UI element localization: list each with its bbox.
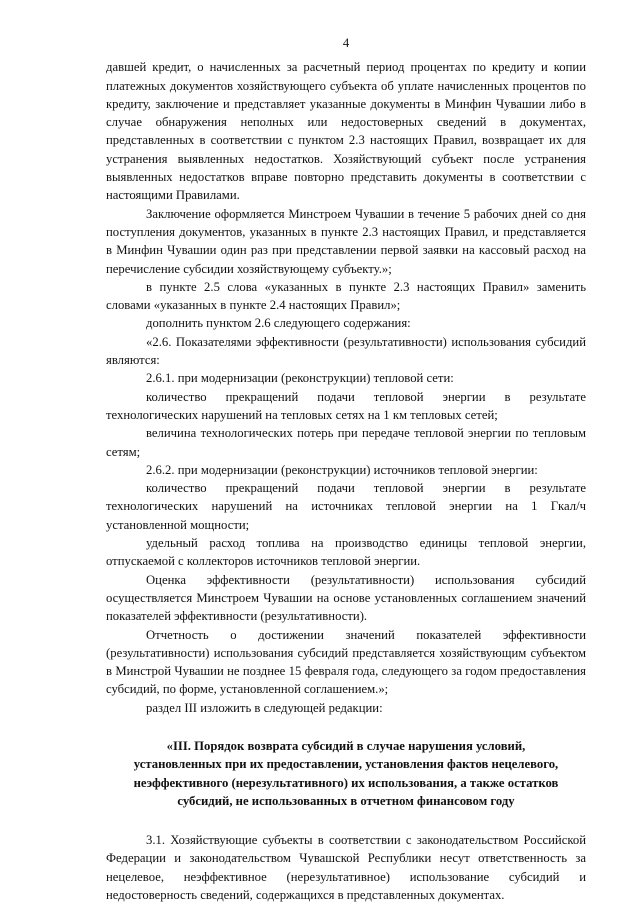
- paragraph-indicator-1: количество прекращений подачи тепловой энергии в результате технологических нарушений на тепловых сетях на 1 км тепловых сетей;: [106, 389, 586, 422]
- paragraph-conclusion: Заключение оформляется Минстроем Чувашии в течение 5 рабочих дней со дня поступления документов, указанных в пункте 2.3 настоящих Правил, и представляется в Минфин Чувашии один раз при представлении первой заявки на кассовый расход на перечисление субсидии хозяйствующему субъекту.»;: [106, 206, 586, 276]
- paragraph-reporting: Отчетность о достижении значений показателей эффективности (результативности) использования субсидий представляется хозяйствующим субъектом в Минстрой Чувашии не позднее 15 февраля года, следующего за годом предоставления субсидий, по форме, установленной соглашением.»;: [106, 627, 586, 697]
- section-3-heading: [106, 737, 586, 811]
- paragraph-item-2-5: в пункте 2.5 слова «указанных в пункте 2.3 настоящих Правил» заменить словами «указанных в пункте 2.4 настоящих Правил»;: [106, 279, 586, 313]
- paragraph-indicator-3: количество прекращений подачи тепловой энергии в результате технологических нарушений на источниках тепловой энергии на 1 Гкал/ч установленной мощности;: [106, 481, 586, 532]
- paragraph-add-2-6: дополнить пунктом 2.6 следующего содержания:: [146, 316, 411, 331]
- heading-line: «III. Порядок возврата субсидий в случае нарушения условий,: [166, 738, 526, 753]
- paragraph-2-6-2: 2.6.2. при модернизации (реконструкции) источников тепловой энергии:: [146, 462, 538, 477]
- heading-line: субсидий, не использованных в отчетном финансовом году: [177, 794, 515, 809]
- paragraph-indicator-2: величина технологических потерь при передаче тепловой энергии по тепловым сетям;: [106, 426, 586, 459]
- heading-line: неэффективного (нерезультативного) их использования, а также остатков: [133, 775, 559, 790]
- page-number: 4: [342, 36, 350, 50]
- paragraph-2-6-1: 2.6.1. при модернизации (реконструкции) тепловой сети:: [146, 371, 454, 386]
- paragraph-3-1: 3.1. Хозяйствующие субъекты в соответствии с законодательством Российской Федерации и законодательством Чувашской Республики несут ответственность за нецелевое, неэффективное (нерезультативное) использование субсидий и недостоверность сведений, содержащихся в представленных документах.: [106, 832, 586, 902]
- paragraph-2-6: «2.6. Показателями эффективности (результативности) использования субсидий являются:: [106, 334, 586, 368]
- paragraph-section-3-intro: раздел III изложить в следующей редакции:: [146, 700, 383, 715]
- paragraph-continuation: давшей кредит, о начисленных за расчетный период процентах по кредиту и копии платежных документов хозяйствующего субъекта об уплате начисленных процентов по кредиту, заключение и представляет указанные документы в Минфин Чувашии либо в случае обнаружения неполных или недостоверных сведений в документах, представленных в соответствии с пунктом 2.3 настоящих Правил, возвращает их для устранения выявленных недостатков. Хозяйствующий субъект после устранения выявленных недостатков вправе повторно представить документы в соответствии с настоящими Правилами.: [106, 60, 586, 203]
- paragraph-evaluation: Оценка эффективности (результативности) использования субсидий осуществляется Минстроем Чувашии на основе установленных соглашением значений показателей эффективности (результативности).: [106, 572, 586, 624]
- heading-line: установленных при их предоставлении, установления фактов нецелевого,: [133, 757, 559, 772]
- paragraph-indicator-4: удельный расход топлива на производство единицы тепловой энергии, отпускаемой с коллекторов источников тепловой энергии.: [106, 536, 586, 569]
